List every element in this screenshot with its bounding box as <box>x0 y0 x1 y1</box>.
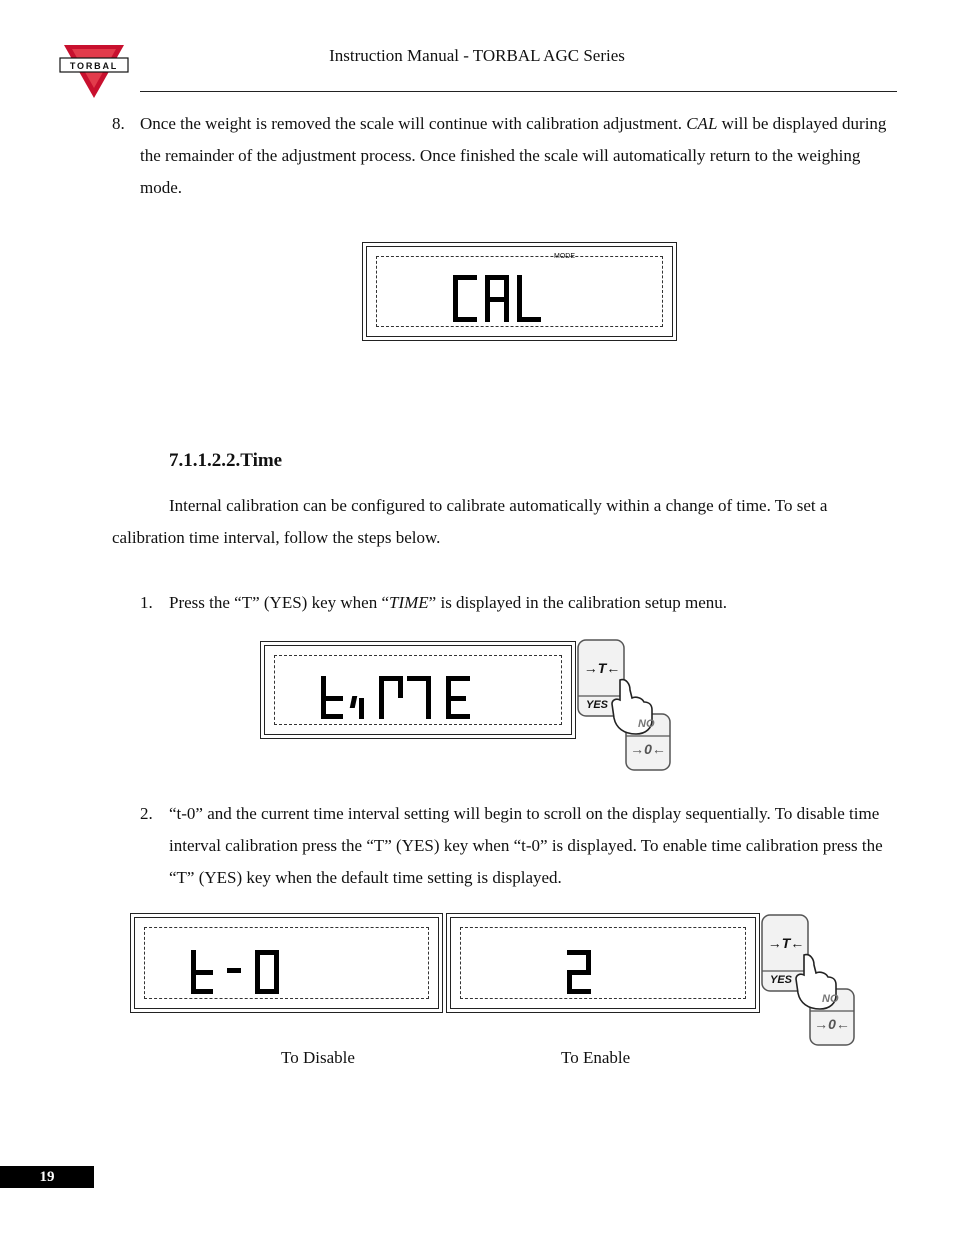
step-8-number: 8. <box>112 114 125 133</box>
lcd-display-time <box>260 641 576 739</box>
step-2-number: 2. <box>140 804 153 823</box>
lcd-display-t0 <box>130 913 443 1013</box>
step-2-text: “t-0” and the current time interval setting will begin to scroll on the display sequentially. To disable time interval calibration press the “T” (YES) key when “t-0” is displayed. To enable time calibration press the “T” (YES) key when the default time setting is displayed. <box>169 804 883 887</box>
lcd-display-2 <box>446 913 760 1013</box>
lcd-reading-t0 <box>131 914 444 1014</box>
yes-label: YES <box>586 699 609 711</box>
header-title: Instruction Manual - TORBAL AGC Series <box>329 46 625 65</box>
caption-disable: To Disable <box>281 1048 355 1067</box>
step-1-number: 1. <box>140 593 153 612</box>
keypad-step-1 <box>576 638 672 773</box>
lcd-reading-2 <box>447 914 761 1014</box>
keypad-step-2 <box>760 913 856 1048</box>
header-divider <box>140 91 897 92</box>
mode-indicator: MODE <box>554 253 575 260</box>
no-label: NO <box>638 718 655 730</box>
svg-text:TORBAL: TORBAL <box>69 61 119 71</box>
lcd-reading-cal <box>363 243 678 342</box>
lcd-display-cal <box>362 242 677 341</box>
zero-no-key[interactable]: →0← <box>814 1016 850 1032</box>
section-heading: 7.1.1.2.2.Time <box>169 450 283 471</box>
lcd-reading-time <box>261 642 577 740</box>
page-number: 19 <box>0 1166 94 1188</box>
step-8-text: Once the weight is removed the scale will continue with calibration adjustment. CAL will be displayed during the remainder of the adjustment process. Once finished the scale will automatically return to the weighing mode. <box>140 114 887 197</box>
yes-label: YES <box>770 974 793 986</box>
step-1-text: Press the “T” (YES) key when “TIME” is displayed in the calibration setup menu. <box>169 593 728 612</box>
tare-yes-key[interactable]: →T← <box>767 935 805 951</box>
zero-no-key[interactable]: →0← <box>630 741 666 757</box>
caption-enable: To Enable <box>561 1048 631 1067</box>
section-intro: Internal calibration can be configured to calibrate automatically within a change of time. To set a calibration time interval, follow the steps below. <box>112 496 828 547</box>
torbal-logo <box>58 42 130 100</box>
tare-yes-key[interactable]: →T← <box>583 660 621 676</box>
no-label: NO <box>822 993 839 1005</box>
